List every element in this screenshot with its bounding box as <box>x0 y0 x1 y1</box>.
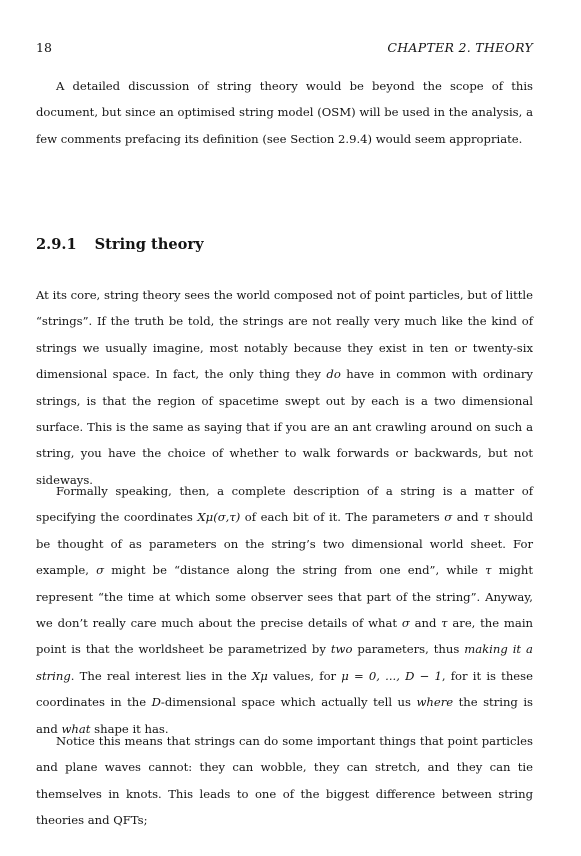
text-run: might be “distance along the string from one end”, while <box>104 563 486 578</box>
math-inline: σ <box>96 563 105 578</box>
text-run: At its core, string theory sees the world composed not of point particles, but of little “strings”. If the truth be told, the strings are not really very much like the kind of strings we usually imagine, most notably because they exist in ten or twenty-six dimensional space. In fact, the only thing they <box>36 288 533 382</box>
section-title: String theory <box>94 236 204 253</box>
text-run: are, the main point is that the worldsheet be parametrized by <box>36 616 534 657</box>
math-inline: τ <box>485 563 492 578</box>
math-inline: σ <box>444 510 453 525</box>
emphasis: two <box>330 642 353 657</box>
text-run: shape it has. <box>90 721 169 736</box>
emphasis: where <box>416 695 454 710</box>
text-run: values, for <box>267 668 342 683</box>
math-inline: D <box>151 695 161 710</box>
paragraph-2 <box>36 478 533 742</box>
math-inline: σ <box>401 616 410 631</box>
text-run: -dimensional space which actually tell us <box>160 695 417 710</box>
text-run: and <box>452 510 484 525</box>
math-inline: Xμ(σ,τ) <box>197 510 241 525</box>
text-run: and <box>409 616 442 631</box>
page-header <box>36 40 533 56</box>
text-run: the string is and <box>36 695 533 736</box>
section-heading <box>36 235 204 255</box>
text-run: Formally speaking, then, a complete description of a string is a matter of specifying the coordinates <box>36 484 533 525</box>
page-number: 18 <box>36 40 52 55</box>
emphasis: making it a string <box>36 642 533 683</box>
paragraph-1 <box>36 282 533 493</box>
text-run: might represent “the time at which some observer sees that part of the string”. Anyway, we don’t really care much about the precise details of what <box>36 563 534 631</box>
math-inline: τ <box>483 510 490 525</box>
math-inline: τ <box>441 616 448 631</box>
paragraph-3: Notice this means that strings can do some important things that point particles and plane waves cannot: they can wobble, they can stretch, and they can tie themselves in knots. This leads to one of the biggest difference between string theories and QFTs; <box>36 734 533 828</box>
intro-paragraph: A detailed discussion of string theory would be beyond the scope of this document, but since an optimised string model (OSM) will be used in the analysis, a few comments prefacing its definition (see Section 2.9.4) would seem appropriate. <box>36 79 533 146</box>
emphasis: do <box>326 367 341 382</box>
text-run: parameters, thus <box>352 642 465 657</box>
text-run: , for it is these coordinates in the <box>36 668 533 710</box>
math-inline: Xμ <box>251 668 268 683</box>
text-run: should be thought of as parameters on the string’s two dimensional world sheet. For example, <box>36 510 533 578</box>
chapter-running-head: CHAPTER 2. THEORY <box>387 40 533 55</box>
section-number: 2.9.1 <box>36 236 77 253</box>
text-run: of each bit of it. The parameters <box>240 510 445 525</box>
math-inline: μ = 0, ..., D − 1 <box>341 668 442 683</box>
text-run: . The real interest lies in the <box>70 668 252 683</box>
text-run: have in common with ordinary strings, is that the region of spacetime swept out by each is a two dimensional surface. This is the same as saying that if you are an ant crawling around on such a string, you have the choice of whether to walk forwards or backwards, but not sideways. <box>36 367 533 487</box>
emphasis: what <box>61 721 91 736</box>
